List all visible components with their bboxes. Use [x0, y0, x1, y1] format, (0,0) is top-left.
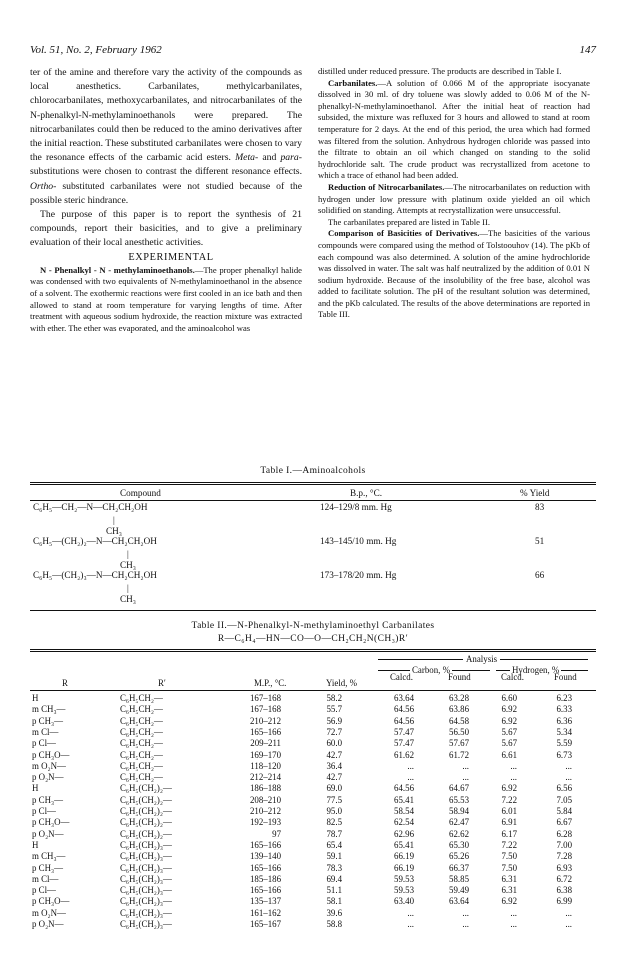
- row-carbon-found: 64.58: [449, 715, 469, 726]
- distillation-paragraph: distilled under reduced pressure. The products are described in Table I.: [318, 66, 562, 76]
- row-carbon-calcd: 62.54: [394, 817, 414, 828]
- row-hydrogen-found: 6.33: [556, 704, 572, 715]
- row-r: H: [32, 839, 39, 850]
- table2-top-rule: [30, 649, 596, 650]
- row-mp: 165–166: [249, 839, 281, 850]
- row-yield: 55.7: [326, 704, 342, 715]
- header-hydrogen-found: Found: [554, 672, 577, 682]
- row-yield: 42.7: [326, 749, 342, 760]
- table1-top-rule-2: [30, 484, 596, 485]
- row-carbon-calcd: 64.56: [394, 783, 414, 794]
- row-mp: 165–166: [249, 862, 281, 873]
- header-carbon-calcd: Calcd.: [390, 672, 413, 682]
- row-hydrogen-calcd: 6.01: [501, 806, 517, 816]
- row-mp: 210–212: [249, 715, 281, 726]
- row-yield: 58.2: [326, 693, 342, 703]
- row-carbon-found: 64.67: [449, 783, 469, 794]
- row-r-prime: C₆H₅(CH₂)₂—: [120, 783, 172, 794]
- row-hydrogen-calcd: ...: [510, 760, 517, 771]
- table1-bp: 143–145/10 mm. Hg: [320, 536, 397, 546]
- row-yield: 95.0: [326, 806, 342, 816]
- header-carbon-found: Found: [448, 672, 471, 682]
- intro-paragraph: ter of the amine and therefore vary the activity of the compounds as local anesthetics. Carbanilates, methylcarbanilates, chlorocarbanilates, methoxycarbanilates, and nitrocarbanilates of the N-phenalkyl-N-methylaminoethanols were prepared. The nitrocarbanilates could then be reduced to the amino derivatives after the initial reaction. These substituted carbanilates were chosen to vary the resonance effects of the carbamic acid esters. Meta- and para-substitutions were chosen to contrast the different resonance effects. Ortho- substituted carbanilates were not studied because of the possible steric hindrance.: [30, 67, 302, 206]
- table1-header-yield: % Yield: [520, 488, 550, 498]
- row-carbon-calcd: ...: [407, 772, 414, 783]
- row-carbon-found: ...: [462, 919, 469, 929]
- row-carbon-calcd: ...: [407, 919, 414, 929]
- row-r-prime: C₆H₅CH₂—: [120, 693, 163, 703]
- table1-bp: 124–129/8 mm. Hg: [320, 502, 392, 512]
- row-carbon-calcd: 63.40: [394, 896, 414, 907]
- row-r-prime: C₆H₅(CH₂)₃—: [120, 839, 172, 850]
- row-mp: 161–162: [249, 907, 281, 918]
- row-hydrogen-found: 6.72: [556, 873, 572, 884]
- row-yield: 51.1: [326, 885, 342, 896]
- table1-title: Table I.—Aminoalcohols: [260, 466, 366, 476]
- row-carbon-found: 66.37: [449, 862, 469, 873]
- row-hydrogen-calcd: 5.67: [501, 726, 517, 737]
- table2-row: [30, 704, 596, 715]
- row-yield: 42.7: [326, 772, 342, 783]
- header-yield: Yield, %: [326, 678, 358, 688]
- row-hydrogen-found: ...: [565, 907, 572, 918]
- row-carbon-calcd: 58.54: [394, 806, 414, 816]
- row-hydrogen-calcd: 7.22: [501, 794, 517, 805]
- row-r: p Cl—: [32, 885, 56, 896]
- row-hydrogen-found: 6.23: [556, 693, 572, 703]
- table1-bond: |: [113, 515, 115, 525]
- row-r-prime: C₆H₅CH₂—: [120, 704, 163, 715]
- row-carbon-found: 57.67: [449, 738, 469, 749]
- row-hydrogen-found: 6.38: [556, 885, 572, 896]
- row-hydrogen-calcd: 7.22: [501, 839, 517, 850]
- section-heading-experimental: EXPERIMENTAL: [128, 251, 214, 263]
- row-mp: 167–168: [249, 704, 281, 715]
- row-hydrogen-found: ...: [565, 919, 572, 929]
- table2-row: [30, 727, 596, 738]
- row-r: p O₂N—: [32, 772, 64, 783]
- row-yield: 77.5: [326, 794, 342, 805]
- table2-row: [30, 783, 596, 794]
- row-yield: 60.0: [326, 738, 342, 749]
- row-carbon-found: 61.72: [449, 749, 469, 760]
- row-r: H: [32, 783, 39, 794]
- table2-general-formula: R—C₆H₄—HN—CO—O—CH₂CH₂N(CH₃)R′: [217, 634, 409, 644]
- table1-top-rule: [30, 482, 596, 483]
- row-hydrogen-calcd: ...: [510, 907, 517, 918]
- row-hydrogen-calcd: 6.31: [501, 873, 517, 884]
- row-hydrogen-calcd: ...: [510, 772, 517, 783]
- table2-row: [30, 738, 596, 749]
- row-carbon-calcd: 65.41: [394, 839, 414, 850]
- row-r-prime: C₆H₅CH₂—: [120, 726, 163, 737]
- row-r-prime: C₆H₅(CH₂)₂—: [120, 806, 172, 816]
- table2-row: [30, 874, 596, 885]
- row-hydrogen-found: 6.28: [556, 828, 572, 839]
- row-r: m O₂N—: [32, 907, 66, 918]
- row-mp: 212–214: [249, 772, 281, 783]
- row-r: p O₂N—: [32, 919, 64, 929]
- table2-row: [30, 795, 596, 806]
- row-carbon-calcd: 65.41: [394, 794, 414, 805]
- table2-row: [30, 750, 596, 761]
- row-carbon-found: 63.64: [449, 896, 469, 907]
- row-r-prime: C₆H₅CH₂—: [120, 715, 163, 726]
- row-carbon-found: 58.85: [449, 873, 469, 884]
- table1-formula: C₆H₅—(CH₂)₃—N—CH₂CH₂OH: [33, 570, 157, 580]
- table2-top-rule-2: [30, 651, 596, 652]
- row-yield: 82.5: [326, 817, 342, 828]
- table2-row: [30, 693, 596, 704]
- table1-header-bp: B.p., °C.: [350, 488, 383, 498]
- row-hydrogen-found: 6.93: [556, 862, 572, 873]
- purpose-paragraph: The purpose of this paper is to report the synthesis of 21 compounds, report their basicities, and to give a preliminary evaluation of their local anesthetic activities.: [30, 209, 302, 249]
- row-yield: 78.3: [326, 862, 342, 873]
- row-r: p CH₃O—: [32, 817, 70, 828]
- row-carbon-calcd: ...: [407, 907, 414, 918]
- table1-formula: C₆H₅—(CH₂)₂—N—CH₂CH₂OH: [33, 536, 157, 546]
- row-r-prime: C₆H₅(CH₂)₃—: [120, 919, 172, 929]
- row-mp: 135–137: [249, 896, 281, 907]
- row-hydrogen-calcd: 7.50: [501, 862, 517, 873]
- row-r: p Cl—: [32, 806, 56, 816]
- header-r-prime: R′: [158, 678, 166, 688]
- row-mp: 165–166: [249, 885, 281, 896]
- row-hydrogen-calcd: 5.67: [501, 738, 517, 749]
- row-hydrogen-calcd: 6.31: [501, 885, 517, 896]
- row-mp: 208–210: [249, 794, 281, 805]
- row-carbon-calcd: 61.62: [394, 749, 414, 760]
- row-yield: 72.7: [326, 726, 342, 737]
- row-r-prime: C₆H₅CH₂—: [120, 760, 163, 771]
- table1-bond: |: [127, 549, 129, 559]
- row-carbon-calcd: 66.19: [394, 851, 414, 862]
- row-carbon-calcd: ...: [407, 760, 414, 771]
- row-r: p CH₃—: [32, 862, 63, 873]
- header-mp: M.P., °C.: [254, 678, 287, 688]
- row-hydrogen-found: 6.99: [556, 896, 572, 907]
- row-carbon-calcd: 57.47: [394, 726, 414, 737]
- row-yield: 39.6: [326, 907, 342, 918]
- row-r-prime: C₆H₅CH₂—: [120, 772, 163, 783]
- row-r-prime: C₆H₅CH₂—: [120, 738, 163, 749]
- row-hydrogen-calcd: 6.91: [501, 817, 517, 828]
- table1-header-rule: [30, 500, 596, 501]
- table2-row: [30, 716, 596, 727]
- table1-formula: C₆H₅—CH₂—N—CH₂CH₂OH: [33, 502, 148, 512]
- row-mp: 165–167: [249, 919, 281, 929]
- group-carbon: Carbon, %: [412, 665, 450, 675]
- row-r: p CH₃O—: [32, 896, 70, 907]
- row-mp: 186–188: [249, 783, 281, 794]
- row-r-prime: C₆H₅(CH₂)₂—: [120, 828, 172, 839]
- table1-methyl: CH₃: [120, 560, 136, 570]
- group-hydrogen: Hydrogen, %: [512, 665, 560, 675]
- row-mp: 169–170: [249, 749, 281, 760]
- row-hydrogen-calcd: 6.60: [501, 693, 517, 703]
- table1-yield: 83: [535, 502, 545, 512]
- row-yield: 69.0: [326, 783, 342, 794]
- row-r-prime: C₆H₅(CH₂)₃—: [120, 873, 172, 884]
- row-r-prime: C₆H₅(CH₂)₃—: [120, 862, 172, 873]
- row-hydrogen-found: ...: [565, 760, 572, 771]
- row-carbon-calcd: 57.47: [394, 738, 414, 749]
- row-hydrogen-calcd: 6.92: [501, 783, 517, 794]
- table2-row: [30, 863, 596, 874]
- row-r-prime: C₆H₅(CH₂)₃—: [120, 896, 172, 907]
- carbanilates-listed-paragraph: The carbanilates prepared are listed in Table II.: [328, 216, 490, 227]
- row-hydrogen-calcd: ...: [510, 919, 517, 929]
- row-hydrogen-found: 6.73: [556, 749, 572, 760]
- row-yield: 78.7: [326, 828, 342, 839]
- header-hydrogen-calcd: Calcd.: [501, 672, 524, 682]
- row-r-prime: C₆H₅(CH₂)₂—: [120, 794, 172, 805]
- table2-row: [30, 840, 596, 851]
- row-mp: 167–168: [249, 693, 281, 703]
- row-hydrogen-calcd: 6.92: [501, 704, 517, 715]
- table2-row: [30, 806, 596, 817]
- table1-bottom-rule: [30, 610, 596, 611]
- row-yield: 69.4: [326, 873, 342, 884]
- row-hydrogen-calcd: 6.61: [501, 749, 517, 760]
- table1-methyl: CH₃: [106, 526, 122, 536]
- table1-methyl: CH₃: [120, 594, 136, 604]
- journal-page: [30, 0, 596, 960]
- header-r: R: [62, 678, 68, 688]
- row-mp: 192–193: [249, 817, 281, 828]
- table1-bp: 173–178/20 mm. Hg: [320, 570, 397, 580]
- table1-bond: |: [127, 583, 129, 593]
- row-hydrogen-found: 6.67: [556, 817, 572, 828]
- right-column: [318, 66, 590, 321]
- row-hydrogen-found: 7.28: [556, 851, 572, 862]
- row-yield: 36.4: [326, 760, 342, 771]
- row-mp: 165–166: [249, 726, 281, 737]
- row-carbon-calcd: 66.19: [394, 862, 414, 873]
- row-r-prime: C₆H₅(CH₂)₃—: [120, 885, 172, 896]
- row-carbon-calcd: 64.56: [394, 704, 414, 715]
- row-r: p CH₃—: [32, 794, 63, 805]
- row-yield: 56.9: [326, 715, 342, 726]
- row-hydrogen-found: 6.56: [556, 783, 572, 794]
- row-carbon-found: 63.86: [449, 704, 469, 715]
- table1-yield: 51: [535, 536, 545, 546]
- table1-header-compound: Compound: [120, 488, 161, 498]
- row-carbon-found: 65.53: [449, 794, 469, 805]
- row-carbon-found: 65.26: [449, 851, 469, 862]
- row-hydrogen-found: 7.05: [556, 794, 572, 805]
- row-mp: 97: [272, 828, 281, 839]
- row-r-prime: C₆H₅(CH₂)₃—: [120, 907, 172, 918]
- row-carbon-found: ...: [462, 760, 469, 771]
- page-number: 147: [579, 44, 596, 56]
- carbanilates-paragraph: Carbanilates.—A solution of 0.066 M of the appropriate isocyanate dissolved in 30 ml. of dry toluene was slowly added to 0.06 M of the N-phenalkyl-N-methylaminoethanol. After the initial heat of reaction had subsided, the mixture was refluxed for 3 hours and allowed to stand at room temperature for 2 days. At the end of this period, the urea which had formed was filtered from the solution. Anhydrous hydrogen chloride was passed into the filtrate to obtain an oil which changed on standing to the solid hydrochloride salt. The crude product was recrystallized from acetone to which a trace of ethanol had been added.: [318, 77, 590, 181]
- row-carbon-found: 65.30: [449, 839, 469, 850]
- row-hydrogen-calcd: 7.50: [501, 851, 517, 862]
- table2-row: [30, 829, 596, 840]
- row-carbon-calcd: 62.96: [394, 828, 414, 839]
- row-hydrogen-found: 5.34: [556, 726, 572, 737]
- row-carbon-calcd: 59.53: [394, 885, 414, 896]
- row-r: m CH₃—: [32, 851, 66, 862]
- table2-row: [30, 851, 596, 862]
- row-mp: 210–212: [249, 806, 281, 816]
- group-analysis: Analysis: [463, 654, 500, 665]
- table2-row: [30, 908, 596, 919]
- running-header: [30, 44, 596, 58]
- row-r: p CH₃O—: [32, 749, 70, 760]
- row-r: m CH₃—: [32, 704, 66, 715]
- row-r: m Cl—: [32, 726, 59, 737]
- row-r: m Cl—: [32, 873, 59, 884]
- row-carbon-found: 63.28: [449, 693, 469, 703]
- row-carbon-found: ...: [462, 907, 469, 918]
- row-r: p Cl—: [32, 738, 56, 749]
- row-r-prime: C₆H₅CH₂—: [120, 749, 163, 760]
- row-carbon-calcd: 64.56: [394, 715, 414, 726]
- row-r: p O₂N—: [32, 828, 64, 839]
- row-carbon-found: ...: [462, 772, 469, 783]
- row-hydrogen-found: ...: [565, 772, 572, 783]
- table2-row: [30, 817, 596, 828]
- table2-row: [30, 896, 596, 907]
- row-hydrogen-found: 7.00: [556, 839, 572, 850]
- row-hydrogen-calcd: 6.92: [501, 715, 517, 726]
- table2-row: [30, 772, 596, 783]
- row-mp: 209–211: [250, 738, 281, 749]
- row-carbon-found: 62.47: [449, 817, 469, 828]
- row-hydrogen-calcd: 6.17: [501, 828, 517, 839]
- reduction-paragraph: Reduction of Nitrocarbanilates.—The nitrocarbanilates on reduction with hydrogen under low pressure with platinum oxide yielded an oil which solidified on standing. Attempts at recrystallization were unsuccessful.: [318, 181, 590, 216]
- row-r: m O₂N—: [32, 760, 66, 771]
- row-r: p CH₃—: [32, 715, 63, 726]
- row-hydrogen-calcd: 6.92: [501, 896, 517, 907]
- row-r: H: [32, 693, 39, 703]
- table2-header-rule: [30, 690, 596, 691]
- row-mp: 139–140: [249, 851, 281, 862]
- row-yield: 58.1: [326, 896, 342, 907]
- row-r-prime: C₆H₅(CH₂)₃—: [120, 851, 172, 862]
- row-yield: 58.8: [326, 919, 342, 929]
- table1-yield: 66: [535, 570, 545, 580]
- row-carbon-found: 59.49: [449, 885, 469, 896]
- row-yield: 65.4: [326, 839, 342, 850]
- row-hydrogen-found: 5.84: [556, 806, 572, 816]
- left-column: [30, 66, 302, 334]
- row-yield: 59.1: [326, 851, 342, 862]
- row-mp: 185–186: [249, 873, 281, 884]
- aminoethanols-paragraph: N - Phenalkyl - N - methylaminoethanols.—The proper phenalkyl halide was condensed with two equivalents of N-methylaminoethanol in the absence of a solvent. The exothermic reactions were first cooled in an ice bath and then allowed to stand at room temperature for varying lengths of time. After treatment with aqueous sodium hydroxide, the reaction mixture was extracted with ether. The ether was evaporated, and the aminoalcohol was: [30, 264, 302, 333]
- basicities-paragraph: Comparison of Basicities of Derivatives.—The basicities of the various compounds were compared using the method of Tolstoouhov (14). The pKb of each compound was also determined. A solution of the amine hydrochloride was dissolved in water. The salt was half neutralized by the addition of 0.01 N sodium hydroxide. Because of the insolubility of the free base, alcohol was added to facilitate solution. The pH of the resultant solution was determined, and the pKb calculated. The results of the above determinations are reported in Table III.: [318, 228, 591, 320]
- table2-row: [30, 919, 596, 930]
- row-hydrogen-found: 6.36: [556, 715, 572, 726]
- row-hydrogen-found: 5.59: [556, 738, 572, 749]
- table2-row: [30, 885, 596, 896]
- row-mp: 118–120: [250, 760, 281, 771]
- row-carbon-calcd: 63.64: [394, 693, 414, 703]
- journal-citation: Vol. 51, No. 2, February 1962: [30, 44, 162, 56]
- row-r-prime: C₆H₅(CH₂)₂—: [120, 817, 172, 828]
- row-carbon-found: 56.50: [449, 726, 469, 737]
- table2-row: [30, 761, 596, 772]
- row-carbon-calcd: 59.53: [394, 873, 414, 884]
- row-carbon-found: 62.62: [449, 828, 469, 839]
- table2-title: Table II.—N-Phenalkyl-N-methylaminoethyl Carbanilates: [191, 621, 435, 631]
- row-carbon-found: 58.94: [449, 806, 469, 816]
